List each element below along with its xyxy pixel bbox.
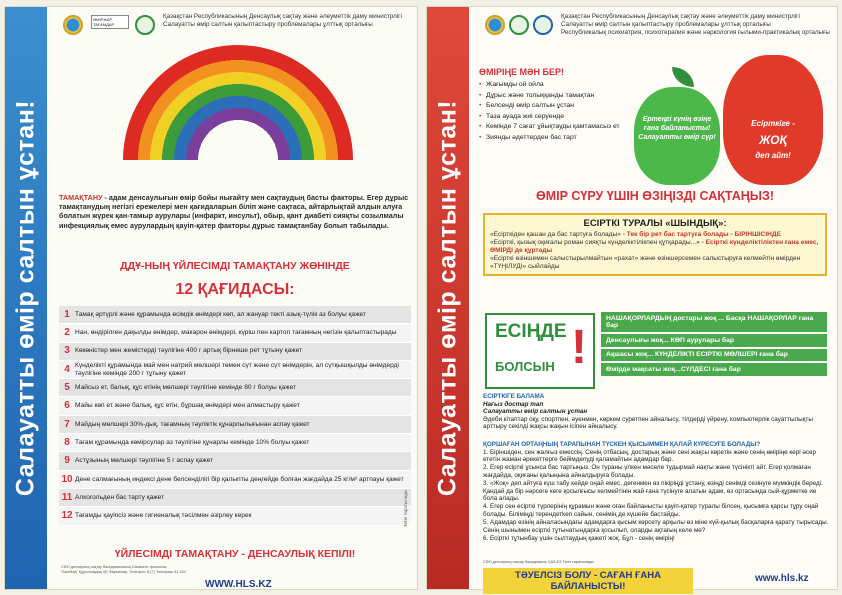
truth-item bbox=[490, 255, 820, 271]
truth-quote: «Есірткі, қызық оқиғалы роман сияқты күнделіктілікпен құтқарады...» bbox=[490, 239, 700, 246]
rule-number: 11 bbox=[61, 491, 73, 503]
tip-item: • Жағымды ой ойла bbox=[479, 80, 629, 91]
website-link[interactable]: www.hls.kz bbox=[755, 573, 809, 584]
tip-item: • Таза ауада жиі серуенде bbox=[479, 112, 629, 123]
free-distribution-caption: Тегін таратылады bbox=[403, 489, 408, 527]
rule-number: 3 bbox=[64, 345, 70, 357]
rule-text: Майдың мөлшері 30%-дық, тағамның тәуліктік құнарлылығынан аспау қажет bbox=[75, 420, 310, 428]
rule-item bbox=[59, 452, 411, 470]
rules-title: ДДҰ-НЫҢ ҮЙЛЕСІМДІ ТАМАҚТАНУ ЖӨНІНДЕ bbox=[120, 260, 350, 272]
alternatives-heading: ЕСІРТКІГЕ БАЛАМА bbox=[483, 393, 545, 400]
rules-subtitle: 12 ҚАҒИДАСЫ: bbox=[175, 281, 295, 298]
product-badge: ӨМІРЖАР ТАҒАМДАР bbox=[91, 15, 129, 29]
rule-text: Тағам құрамында көмірсулар аз тәулігіне құнарлы кемінде 10% болуы қажет bbox=[75, 438, 310, 446]
life-tips bbox=[479, 67, 629, 143]
apple-text: Ертеңгі күнің өзіңе ғана байланысты! Салауатты өмір сүр! bbox=[638, 116, 716, 141]
pressure-heading: ҚОРШАҒАН ОРТАҢНЫҢ ТАРАПЫНАН ТҮСКЕН ҚЫСЫММЕН ҚАЛАЙ КҮРЕСУГЕ БОЛАДЫ? bbox=[483, 441, 761, 448]
tip-item: • Дұрыс және толыққанды тамақтан bbox=[479, 91, 629, 102]
addict-facts-list bbox=[601, 312, 827, 378]
rule-item bbox=[59, 397, 411, 415]
remember-box bbox=[485, 313, 595, 389]
pressure-item: 4. Егер сен есірткі түрлерінің құрамын және оған байланысты қауіп-қатер туралы білсең, қысымға қарсы тұру оңай болады. Біліміңді терендетken сайын, сенімің де күшейе бастайды. bbox=[483, 503, 819, 518]
publisher-note: СӨО денсаулық сақтау басқармасының Шымкент филиалы "БиоМед" Құрылымдық ҚБ Фирмалар, Телефон: 8 (7) Телефакс 41 444 bbox=[61, 565, 186, 574]
truth-title: ЕСІРТКІ ТУРАЛЫ «ШЫНДЫҚ»: bbox=[583, 218, 727, 229]
state-emblem-icon bbox=[63, 15, 83, 35]
rule-item bbox=[59, 434, 411, 452]
red-hand-image bbox=[723, 55, 823, 185]
truth-item bbox=[490, 239, 820, 255]
drug-truth-box bbox=[483, 213, 827, 276]
tip-item: • Зиянды әдеттерден бас тарт bbox=[479, 133, 629, 144]
exclamation-icon: ! bbox=[571, 321, 587, 374]
pressure-item: 5. Адамдар өзінің айналасындағы адамдарға қысым көрсету арқылы өз міне күй-қылық басқаларға қарату тырысады. Сенің шынымен есірткі тұтынатындарға қосылып, оларды ақтағың келе ме? bbox=[483, 518, 829, 534]
truth-quote: «Есірткі өзіншемен салыстырылмайтын «рахат» және өзіншерсемен салыстыруға келмейтін өмірден «ТҮҢІЛУДІ» сыйлайды bbox=[490, 255, 801, 270]
ministry-header: Қазақстан Республикасының Денсаулық сақтау және әлеуметтік даму министрлігі Салауатты өмір салтын қалыптастыру проблемалары ұлттық орталығы bbox=[163, 13, 402, 28]
remember-word-1: ЕСІҢДЕ bbox=[495, 321, 567, 342]
hand-text-3: деп айт! bbox=[755, 151, 791, 160]
rule-number: 7 bbox=[64, 418, 70, 430]
alternative-line: Нағыз достар тап bbox=[483, 400, 544, 408]
rule-number: 1 bbox=[64, 308, 70, 320]
fact-item: Денсаулығы жоқ... КӨП аурулары бар bbox=[601, 334, 827, 347]
green-apple-image bbox=[634, 87, 720, 185]
intro-text: - адам денсаулығын өмір бойы нығайту мен сақтаудың басты факторы. Егер дұрыс тамақтанудың негізгі ережелері мен қағидаларын біліп және сақтаса, айтарлықтай алдын алуға болатын жүрек қан-тамыр аурулары (инфаркт, инсульт), обыр, қант диабеті сияқты созылмалы инфекциялық емес аурулардың қауіп-қатер факторы дұрыс тамақтанбау болып табылады. bbox=[59, 193, 409, 230]
pressure-section bbox=[483, 441, 829, 543]
side-title: Салауатты өмір салтын ұстан! bbox=[433, 99, 462, 497]
rule-number: 5 bbox=[64, 382, 70, 394]
rule-item bbox=[59, 306, 411, 324]
rule-number: 8 bbox=[64, 436, 70, 448]
apple-leaf-icon bbox=[672, 67, 694, 87]
rule-item bbox=[59, 416, 411, 434]
rule-item bbox=[59, 507, 411, 525]
truth-item bbox=[490, 231, 820, 239]
save-yourself-banner: ӨМІР СҮРУ ҮШІН ӨЗІҢІЗДІ САҚТАҢЫЗ! bbox=[535, 189, 775, 203]
rule-text: Алкогольден бас тарту қажет bbox=[75, 493, 165, 501]
side-band bbox=[427, 7, 469, 589]
rule-text: Нан, өндірілген дақылды өнімдер, макарон өнімдері, күріш пен картоп тағамның негізін қалыптастырады bbox=[75, 329, 397, 337]
rule-text: Тағамды қауіпсіз және гигиеналық тәсілмен әзірлеу керек bbox=[75, 512, 252, 520]
hand-text-1: Есірткіге - bbox=[751, 119, 795, 128]
rule-item bbox=[59, 471, 411, 489]
rule-text: Тамақ әртүрлі және құрамында өсімдік өнімдері көп, ал жануар текті азық-түлік аз болуы қажет bbox=[75, 310, 366, 318]
intro-lead: ТАМАҚТАНУ bbox=[59, 193, 103, 202]
rule-number: 10 bbox=[61, 473, 73, 485]
side-title: Салауатты өмір салтын ұстан! bbox=[11, 99, 40, 497]
alternative-line: Салауатты өмір салтын ұстан bbox=[483, 408, 588, 416]
website-link[interactable]: WWW.HLS.KZ bbox=[205, 579, 272, 590]
pressure-item: 6. Есірткі тұтынбау үшін сылтаудың қажеті жоқ. Бұл - сенің өмірің! bbox=[483, 534, 675, 542]
pressure-item: 3. «Жоқ» деп айтуға күш табу кейде оңай емес, дегенмен өз пікіріңді ұстану, өзіңді сенімді сезінуге мүмкіндік береді. Қандай да бір нәрсеге кеге қосылғысы келмейтінін жай ғана түсінуге алатын адам, өз ортасында сый-құрметке ие бола алады. bbox=[483, 479, 823, 503]
alternatives-section bbox=[483, 393, 829, 431]
rules-list bbox=[59, 306, 411, 526]
rule-text: Майсыз ет, балық, құс етінің мөлшері тәулігіне кемінде 80 г болуы қажет bbox=[75, 384, 297, 392]
hand-text-2: ЖОҚ bbox=[759, 133, 787, 147]
rule-text: Күнделікті құрамында май мен натрий мөлшері төмен сүт және сүт өнімдерін, ал сүтқышқылды өнімдерді тәулігіне кемінде 200 г тұтыну қажет bbox=[75, 361, 399, 377]
psychiatry-center-logo-icon bbox=[533, 15, 553, 35]
pressure-item: 1. Біріншіден, сен жалғыз емессің. Сенің отбасың, достарың және сені жақсы көретін және сенің өміріңе кері әсер ететін жаман әрекеттерге бейімделуді қаламайтын адамдар бар. bbox=[483, 448, 817, 464]
rule-item bbox=[59, 324, 411, 342]
rule-text: Майы көп ет және балық, құс етін, бұршақ өнімдері мен алмастыру қажет bbox=[75, 402, 300, 410]
rule-item bbox=[59, 343, 411, 361]
anti-drug-leaflet bbox=[426, 6, 838, 590]
tips-title: ӨМІРІҢЕ МӘН БЕР! bbox=[479, 67, 565, 77]
truth-answer: - Тек бір рет бас тартуға болады - БІРІНШІСІНДЕ bbox=[620, 231, 782, 238]
rule-item bbox=[59, 489, 411, 507]
fact-item: НАШАҚОРЛАРДЫҢ достары жоқ ... Басқа НАШАҚОРЛАР ғана бар bbox=[601, 312, 827, 332]
truth-quote: «Есірткіден қашан да бас тартуға болады» bbox=[490, 231, 621, 238]
fact-item: Өмірде мақсаты жоқ...СҮЛДЕСІ ғана бар bbox=[601, 363, 827, 376]
truth-answer: - Есірткі күнделіктіліктен ғана емес, ӨМІРДІ де құртады bbox=[490, 239, 819, 254]
independence-slogan: ТӘУЕЛСІЗ БОЛУ - САҒАН ҒАНА БАЙЛАНЫСТЫ! bbox=[483, 568, 693, 594]
rule-text: Көкөністер мен жемістерді тәулігіне 400 г артық бірнеше рет тұтыну қажет bbox=[75, 347, 303, 355]
intro-paragraph bbox=[59, 193, 411, 230]
side-band bbox=[5, 7, 47, 589]
fruit-rainbow-image bbox=[123, 45, 353, 160]
rule-number: 2 bbox=[64, 327, 70, 339]
nutrition-slogan: ҮЙЛЕСІМДІ ТАМАҚТАНУ - ДЕНСАУЛЫҚ КЕПІЛІ! bbox=[114, 548, 356, 560]
state-emblem-icon bbox=[485, 15, 505, 35]
rule-item bbox=[59, 379, 411, 397]
rule-number: 12 bbox=[61, 510, 73, 522]
alternative-text: Әдеби кітаптар оқу, спортпен, әуенмен, көркем суретпен айналысу, тілдерді үйрену, компьютерлік сауаттылықты арттыру секілді жақсы жақын ісіпен айналысу. bbox=[483, 415, 813, 431]
rule-number: 4 bbox=[64, 363, 70, 375]
publisher-note: СӨО денсаулық сақтау басқармасы, ҚАЗ-ЕЗ Тегін таратылады bbox=[483, 560, 594, 564]
rule-text: Астұзының мөлшері тәулігіне 5 г аспау қажет bbox=[75, 457, 214, 465]
rule-number: 6 bbox=[64, 400, 70, 412]
rule-text: Дене салмағының индексі дене белсенділігі бір қалыпты деңгейде болған жағдайда 25 кг/м² артпауы қажет bbox=[75, 475, 404, 483]
tip-item: • Кемінде 7 сағат ұйықтауды қамтамасыз ет bbox=[479, 122, 629, 133]
rule-item bbox=[59, 361, 411, 379]
tip-item: • Белсенді өмір салтын ұстан bbox=[479, 101, 629, 112]
nutrition-leaflet bbox=[4, 6, 418, 590]
health-center-logo-icon bbox=[135, 15, 155, 35]
rule-number: 9 bbox=[64, 455, 70, 467]
ministry-header: Қазақстан Республикасының Денсаулық сақтау және әлеуметтік даму министрлігі Салауатты өмір салтын қалыптастыру проблемалары ұлттық орталығы Республикалық психиатрия, психотерапия және наркология ғылыми-практикалық орталығы bbox=[561, 13, 830, 36]
fact-item: Ақшасы жоқ... КҮНДЕЛІКТІ ЕСІРТКІ МӨЛШЕРІ ғана бар bbox=[601, 349, 827, 362]
remember-word-2: БОЛСЫН bbox=[495, 359, 555, 374]
health-center-logo-icon bbox=[509, 15, 529, 35]
pressure-item: 2. Егер есірткі ұсынса бас тартыңыз. Он тураны үлкен мәселе тудырмай нақты және түсінікті айт. Егер қолмаған жағдайда, оқиғаны қалыңына айналдыруға болады. bbox=[483, 464, 811, 479]
